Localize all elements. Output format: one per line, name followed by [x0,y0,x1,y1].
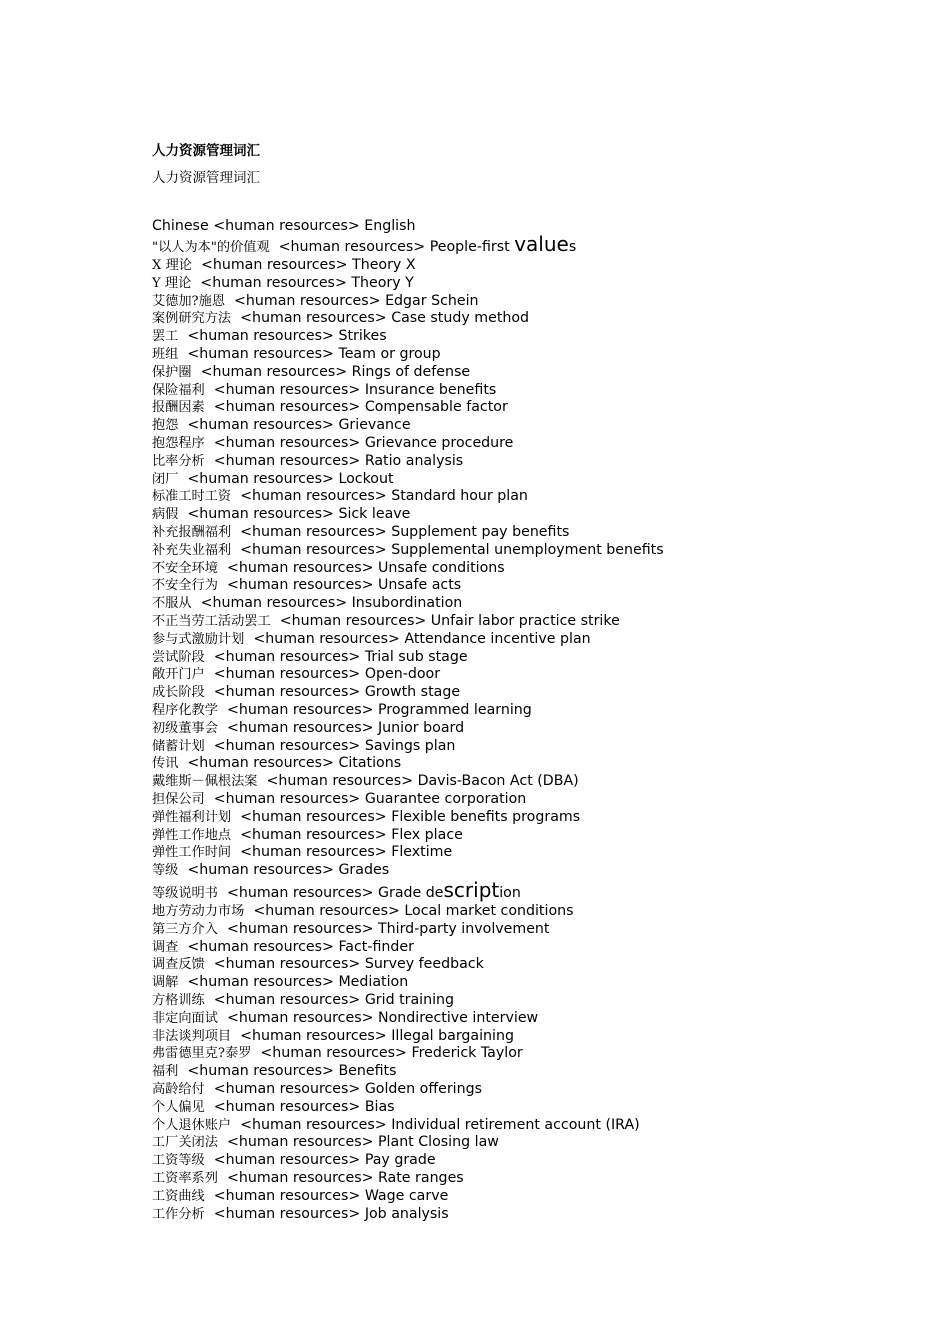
entry-chinese: 担保公司 [152,791,205,807]
entry-chinese: 补充失业福利 [152,542,232,558]
entry-tag: <human resources> [231,1027,392,1044]
glossary-entry [152,328,912,346]
entry-chinese: 调查 [152,939,179,955]
entry-chinese: 成长阶段 [152,685,205,701]
glossary-entry [152,1028,912,1046]
entry-english-tail: ion [499,885,521,901]
glossary-entry [152,488,912,506]
entry-english-enlarged: value [514,231,569,256]
glossary-entry [152,560,912,578]
glossary-entry [152,903,912,921]
entry-chinese: 第三方介入 [152,921,218,937]
entry-english: Edgar Schein [385,292,479,309]
glossary-entry [152,595,912,613]
entry-english-enlarged: script [443,878,500,902]
glossary-entry [152,293,912,311]
entry-tag: <human resources> [204,666,365,683]
glossary-entry [152,382,912,400]
entry-tag: <human resources> [231,808,392,825]
entry-tag: <human resources> [217,701,378,718]
entry-tag: <human resources> [178,345,339,362]
entry-english: Case study method [391,310,530,327]
entry-chinese: 初级董事会 [152,720,218,736]
entry-tag: <human resources> [204,1080,365,1097]
entry-chinese: 工作分析 [152,1206,205,1222]
glossary-entry [152,720,912,738]
glossary-entry [152,791,912,809]
entry-chinese: 工资曲线 [152,1188,205,1204]
glossary-entry [152,844,912,862]
entry-english: Flexible benefits programs [391,808,581,825]
glossary-entry [152,346,912,364]
glossary-entry [152,310,912,328]
glossary-entry [152,666,912,684]
entry-tag: <human resources> [217,719,378,736]
glossary-entry [152,1099,912,1117]
entry-chinese: 案例研究方法 [152,311,232,327]
entry-tag: <human resources> [204,991,365,1008]
glossary-list-part-a [152,257,912,880]
entry-tag: <human resources> [178,862,339,879]
entry-english: Standard hour plan [391,488,528,505]
entry-chinese: 闭厂 [152,471,179,487]
entry-tag: <human resources> [204,684,365,701]
entry-english: Trial sub stage [364,648,468,665]
glossary-list-part-b [152,903,912,1223]
entry-english: Flextime [391,844,453,861]
entry-chinese: 保护圈 [152,364,192,380]
entry-english: Sick leave [338,506,411,523]
header-chinese: Chinese [152,218,209,234]
entry-tag: <human resources> [204,452,365,469]
glossary-entry [152,755,912,773]
entry-english: Grade de [378,885,444,901]
glossary-entry [152,1134,912,1152]
entry-english: Ratio analysis [364,452,464,469]
glossary-entry [152,1170,912,1188]
entry-chinese: 储蓄计划 [152,738,205,754]
entry-chinese: 传讯 [152,756,179,772]
entry-tag: <human resources> [204,790,365,807]
entry-english: Job analysis [364,1205,449,1222]
glossary-entry [152,1117,912,1135]
entry-chinese: 抱怨程序 [152,435,205,451]
entry-english: Nondirective interview [378,1009,539,1026]
entry-chinese: 非定向面试 [152,1010,218,1026]
entry-chinese: 调解 [152,975,179,991]
entry-tag: <human resources> [217,885,378,901]
entry-tag: <human resources> [270,612,431,629]
glossary-entry [152,921,912,939]
entry-tag: <human resources> [204,1187,365,1204]
entry-tag: <human resources> [244,630,405,647]
entry-chinese: 班组 [152,346,179,362]
glossary-entry [152,399,912,417]
glossary-entry [152,1010,912,1028]
entry-english: Frederick Taylor [411,1045,523,1062]
entry-chinese: 弗雷德里克?泰罗 [152,1046,252,1062]
entry-tag: <human resources> [217,1169,378,1186]
entry-english: Third-party involvement [378,920,550,937]
entry-chinese: 不安全行为 [152,578,218,594]
glossary-entry [152,231,912,256]
entry-tag: <human resources> [204,956,365,973]
glossary-entry [152,684,912,702]
entry-tag: <human resources> [217,559,378,576]
glossary-list [152,218,912,254]
entry-english: Bias [364,1098,395,1115]
glossary-entry [152,1188,912,1206]
entry-english: Rate ranges [378,1169,464,1186]
entry-english-tail: s [568,238,577,255]
glossary-entry [152,738,912,756]
entry-tag: <human resources> [191,363,352,380]
entry-chinese: 补充报酬福利 [152,524,232,540]
glossary-entry [152,939,912,957]
entry-chinese: 高龄给付 [152,1081,205,1097]
glossary-entry [152,364,912,382]
entry-english: Unsafe conditions [378,559,505,576]
entry-english: People-first [429,238,515,255]
header-tag: <human resources> [208,218,365,234]
entry-english: Insurance benefits [364,381,497,398]
entry-chinese: 不服从 [152,596,192,612]
entry-chinese: 尝试阶段 [152,649,205,665]
glossary-entry [152,1081,912,1099]
glossary-entry [152,471,912,489]
entry-english: Wage carve [364,1187,449,1204]
entry-english: Supplemental unemployment benefits [391,541,664,558]
entry-chinese: 程序化教学 [152,702,218,718]
entry-english: Team or group [338,345,441,362]
entry-chinese: 等级说明书 [152,886,218,901]
glossary-entry [152,257,912,275]
glossary-entry [152,506,912,524]
glossary-entry [152,542,912,560]
glossary-entry [152,956,912,974]
entry-tag: <human resources> [231,310,392,327]
entry-tag: <human resources> [257,773,418,790]
entry-tag: <human resources> [178,506,339,523]
glossary-entry [152,702,912,720]
entry-chinese: 方格训练 [152,992,205,1008]
entry-tag: <human resources> [204,434,365,451]
document-subheading: 人力资源管理词汇 [152,170,260,186]
entry-chinese: 工厂关闭法 [152,1135,218,1151]
entry-chinese: X 理论 [152,258,192,273]
entry-english: Golden offerings [364,1080,483,1097]
entry-tag: <human resources> [204,1098,365,1115]
entry-tag: <human resources> [191,595,352,612]
entry-chinese: 戴维斯－佩根法案 [152,774,258,790]
entry-tag: <human resources> [231,541,392,558]
glossary-entry [152,862,912,880]
entry-english: Benefits [338,1063,397,1080]
glossary-entry [152,827,912,845]
entry-chinese: 不正当劳工活动罢工 [152,613,271,629]
glossary-entry [152,809,912,827]
entry-chinese: 抱怨 [152,418,179,434]
entry-chinese: 地方劳动力市场 [152,904,245,919]
entry-chinese: 工资率系列 [152,1170,218,1186]
entry-chinese: 个人偏见 [152,1099,205,1115]
entry-tag: <human resources> [204,1152,365,1169]
entry-english: Insubordination [351,595,463,612]
glossary-entry [152,631,912,649]
entry-chinese: 工资等级 [152,1153,205,1169]
entry-tag: <human resources> [178,1063,339,1080]
entry-chinese: 标准工时工资 [152,489,232,505]
glossary-entry [152,880,912,901]
entry-tag: <human resources> [204,648,365,665]
entry-english: Strikes [338,328,387,345]
entry-tag: <human resources> [204,381,365,398]
glossary-entry [152,453,912,471]
entry-chinese: "以人为本"的价值观 [152,239,270,255]
entry-english: Mediation [338,974,409,991]
glossary-entry [152,1152,912,1170]
glossary-entry [152,992,912,1010]
entry-english: Fact-finder [338,938,414,955]
entry-english: Survey feedback [364,956,484,973]
entry-english: Grid training [364,991,455,1008]
entry-chinese: 个人退休账户 [152,1117,232,1133]
glossary-entry [152,974,912,992]
entry-english: Programmed learning [378,701,532,718]
entry-english: Unfair labor practice strike [430,612,620,629]
entry-chinese: 弹性工作地点 [152,827,232,843]
glossary-entry [152,1045,912,1063]
entry-tag: <human resources> [178,328,339,345]
entry-tag: <human resources> [231,1116,392,1133]
entry-chinese: 罢工 [152,329,179,345]
entry-english: Lockout [338,470,394,487]
entry-english: Citations [338,755,402,772]
entry-chinese: 等级 [152,863,179,879]
entry-tag: <human resources> [204,737,365,754]
entry-english: Theory X [352,257,416,273]
entry-chinese: 参与式激励计划 [152,631,245,647]
entry-english: Flex place [391,826,463,843]
entry-tag: <human resources> [217,1009,378,1026]
glossary-entry [152,435,912,453]
entry-tag: <human resources> [178,470,339,487]
entry-tag: <human resources> [251,1045,412,1062]
entry-english: Supplement pay benefits [391,523,570,540]
entry-english: Grievance [338,417,411,434]
entry-tag: <human resources> [244,903,405,919]
document-heading: 人力资源管理词汇 [152,143,260,159]
entry-english: Plant Closing law [378,1134,499,1151]
glossary-entry [152,275,912,293]
entry-chinese: 报酬因素 [152,400,205,416]
glossary-entry [152,613,912,631]
entry-chinese: 不安全环境 [152,560,218,576]
glossary-list-grade-description [152,880,912,901]
entry-chinese: 保险福利 [152,382,205,398]
entry-english: Theory Y [351,274,414,291]
entry-english: Grades [338,862,390,879]
entry-tag: <human resources> [204,399,365,416]
entry-english: Compensable factor [364,399,508,416]
entry-english: Local market conditions [404,903,574,919]
entry-english: Illegal bargaining [391,1027,514,1044]
entry-tag: <human resources> [231,826,392,843]
entry-tag: <human resources> [191,257,353,273]
glossary-entry [152,577,912,595]
entry-chinese: 弹性工作时间 [152,845,232,861]
entry-tag: <human resources> [231,523,392,540]
entry-tag: <human resources> [231,844,392,861]
entry-chinese: 调查反馈 [152,957,205,973]
entry-tag: <human resources> [217,920,378,937]
entry-tag: <human resources> [217,577,378,594]
entry-chinese: 艾德加?施恩 [152,293,226,309]
entry-tag: <human resources> [225,292,386,309]
entry-tag: <human resources> [231,488,392,505]
entry-tag: <human resources> [191,274,352,291]
entry-english: Grievance procedure [364,434,514,451]
glossary-entry [152,417,912,435]
entry-tag: <human resources> [178,755,339,772]
glossary-entry [152,773,912,791]
entry-chinese: 敞开门户 [152,667,205,683]
entry-english: Rings of defense [351,363,471,380]
entry-tag: <human resources> [178,974,339,991]
entry-english: Junior board [378,719,465,736]
entry-chinese: 比率分析 [152,453,205,469]
entry-tag: <human resources> [269,238,430,255]
entry-tag: <human resources> [178,417,339,434]
entry-english: Pay grade [364,1152,436,1169]
header-english: English [364,218,416,234]
entry-english: Growth stage [364,684,461,701]
entry-chinese: 非法谈判项目 [152,1028,232,1044]
entry-english: Davis-Bacon Act (DBA) [417,773,579,790]
entry-english: Individual retirement account (IRA) [391,1116,640,1133]
entry-english: Unsafe acts [378,577,462,594]
entry-tag: <human resources> [204,1205,365,1222]
entry-english: Guarantee corporation [364,790,527,807]
entry-english: Savings plan [364,737,456,754]
entry-tag: <human resources> [178,938,339,955]
entry-chinese: 福利 [152,1064,179,1080]
entry-chinese: Y 理论 [152,275,192,291]
entry-chinese: 病假 [152,507,179,523]
glossary-entry [152,1063,912,1081]
entry-english: Attendance incentive plan [404,630,591,647]
glossary-entry [152,1206,912,1224]
glossary-entry [152,524,912,542]
glossary-entry [152,649,912,667]
entry-chinese: 弹性福利计划 [152,809,232,825]
entry-tag: <human resources> [217,1134,378,1151]
entry-english: Open-door [364,666,441,683]
